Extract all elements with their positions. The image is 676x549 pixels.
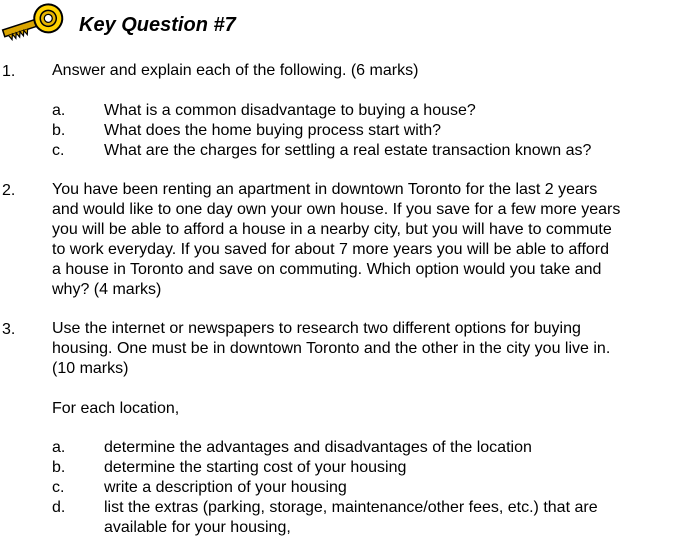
question-1-item-a-text: What is a common disadvantage to buying a house? [104, 102, 476, 119]
question-2-number: 2. [2, 182, 16, 199]
question-3-line: housing. One must be in downtown Toronto and the other in the city you live in. [52, 340, 611, 357]
question-3-item-c-letter: c. [52, 479, 65, 496]
question-3-item-d-letter: d. [52, 499, 66, 516]
page-title: Key Question #7 [79, 14, 236, 36]
question-3-item-b-text: determine the starting cost of your housing [104, 459, 407, 476]
question-2-line: a house in Toronto and save on commuting. Which option would you take and [52, 261, 602, 278]
question-3-line: (10 marks) [52, 360, 129, 377]
question-2-line: and would like to one day own your own house. If you save for a few more years [52, 201, 621, 218]
question-3-item-d-text: list the extras (parking, storage, maintenance/other fees, etc.) that are [104, 499, 598, 516]
question-1-item-c-text: What are the charges for settling a real estate transaction known as? [104, 142, 592, 159]
key-icon [0, 2, 68, 44]
question-3-number: 3. [2, 321, 16, 338]
question-2-line: You have been renting an apartment in downtown Toronto for the last 2 years [52, 181, 598, 198]
question-3-item-a-letter: a. [52, 439, 66, 456]
question-3-text [52, 319, 674, 379]
question-3-item-d-text-cont: available for your housing, [104, 519, 291, 536]
question-1-item-a-letter: a. [52, 102, 66, 119]
question-2-line: you will be able to afford a house in a nearby city, but you will have to commute [52, 221, 612, 238]
question-2-line: why? (4 marks) [52, 281, 162, 298]
question-2-line: to work everyday. If you saved for about 7 more years you will be able to afford [52, 241, 610, 258]
question-2-text [52, 180, 674, 300]
question-1-item-b-letter: b. [52, 122, 66, 139]
question-3-item-b-letter: b. [52, 459, 66, 476]
question-1-text: Answer and explain each of the following. (6 marks) [52, 62, 419, 79]
question-1-item-b-text: What does the home buying process start with? [104, 122, 442, 139]
question-1-number: 1. [2, 63, 16, 80]
question-3-item-a-text: determine the advantages and disadvantages of the location [104, 439, 532, 456]
question-3-item-c-text: write a description of your housing [104, 479, 347, 496]
question-3-line: Use the internet or newspapers to research two different options for buying [52, 320, 581, 337]
question-3-intro: For each location, [52, 400, 180, 417]
question-1-item-c-letter: c. [52, 142, 65, 159]
